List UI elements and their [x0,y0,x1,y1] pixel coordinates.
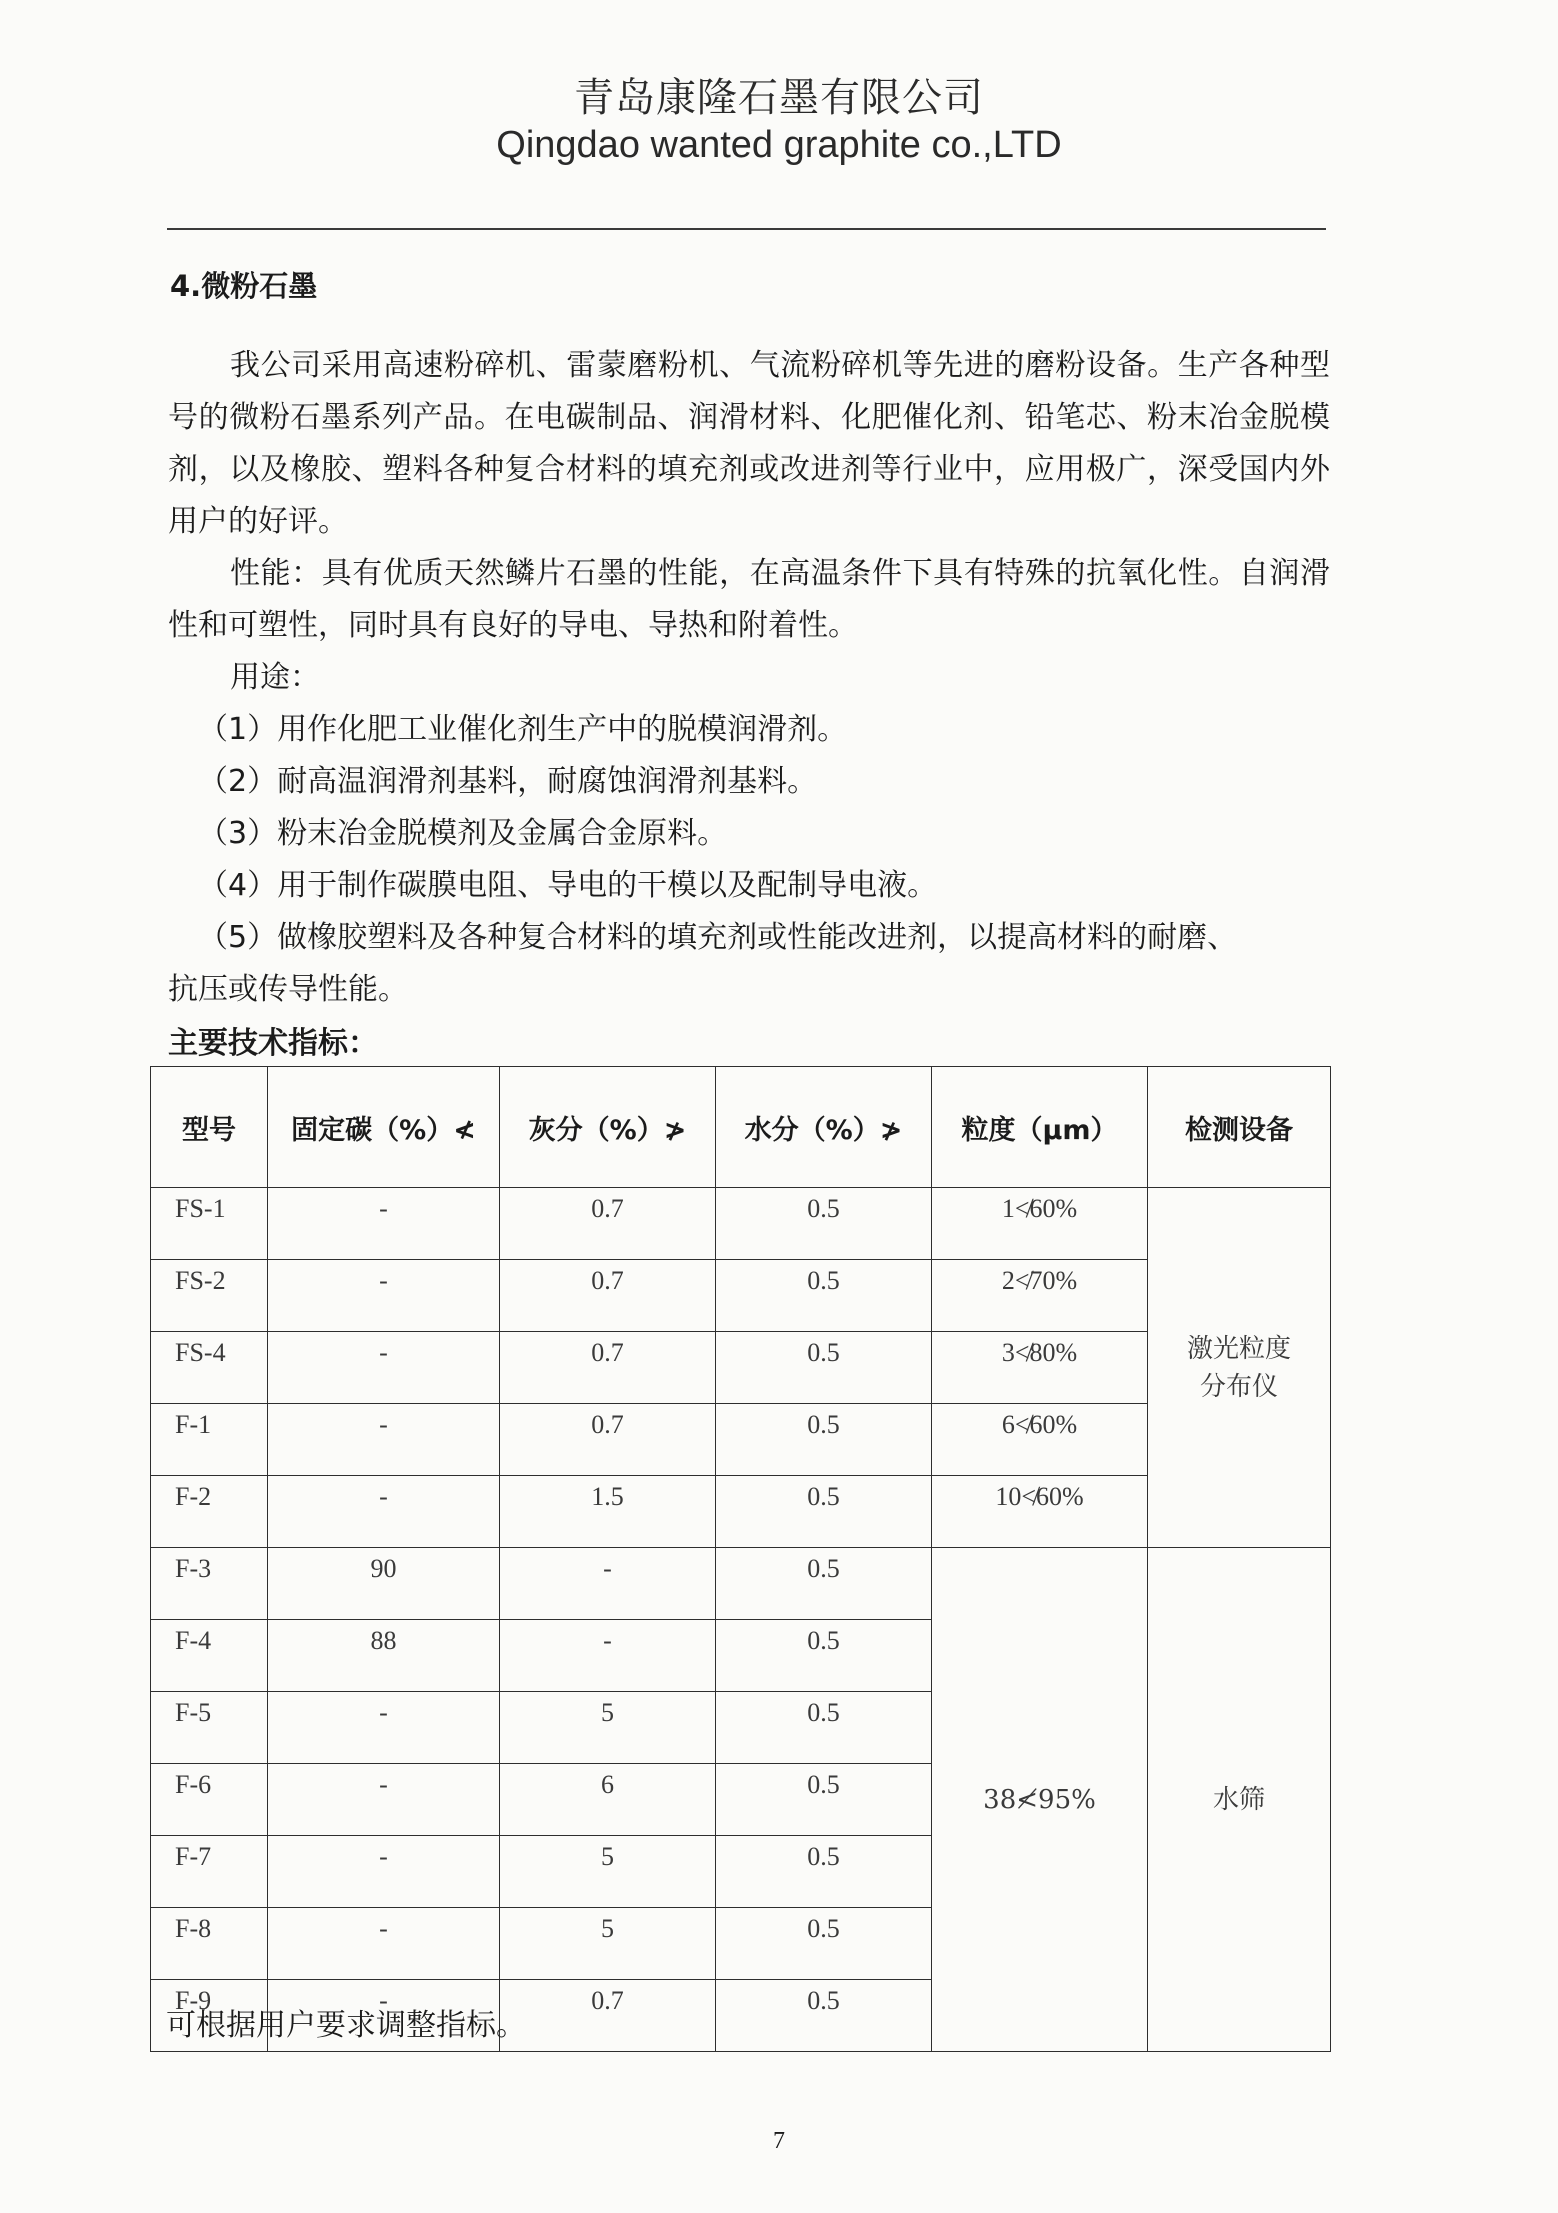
use-item-1: （1）用作化肥工业催化剂生产中的脱模润滑剂。 [198,712,848,747]
table-title: 主要技术指标： [168,1026,378,1061]
cell-moisture: 0.5 [716,1404,932,1476]
cell-moisture: 0.5 [716,1908,932,1980]
equipment-laser-line2: 分布仪 [1199,1371,1278,1402]
cell-model: F-7 [151,1836,268,1908]
table-row [151,1548,1331,1620]
cell-ash: - [500,1620,716,1692]
cell-carbon: - [268,1692,500,1764]
cell-moisture: 0.5 [716,1764,932,1836]
header-fixed-carbon: 固定碳（%）≮ [268,1067,500,1188]
cell-moisture: 0.5 [716,1188,932,1260]
cell-ash: 5 [500,1692,716,1764]
cell-ash: 5 [500,1908,716,1980]
cell-equipment-laser [1148,1188,1331,1548]
cell-moisture: 0.5 [716,1332,932,1404]
cell-moisture: 0.5 [716,1836,932,1908]
cell-ash: 0.7 [500,1188,716,1260]
specifications-table [150,1066,1331,2052]
equipment-laser-line1: 激光粒度 [1186,1333,1291,1364]
section-title: 4.微粉石墨 [170,269,318,303]
use-item-2: （2）耐高温润滑剂基料，耐腐蚀润滑剂基料。 [198,764,818,799]
cell-particle: 1≮60% [932,1188,1148,1260]
cell-ash: 1.5 [500,1476,716,1548]
cell-carbon: - [268,1980,500,2052]
cell-moisture: 0.5 [716,1620,932,1692]
cell-equipment-water-sieve: 水筛 [1148,1548,1331,2052]
cell-moisture: 0.5 [716,1980,932,2052]
cell-ash: 0.7 [500,1260,716,1332]
cell-moisture: 0.5 [716,1476,932,1548]
company-name-english: Qingdao wanted graphite co.,LTD [496,124,1062,166]
header-ash: 灰分（%）≯ [500,1067,716,1188]
company-name-chinese: 青岛康隆石墨有限公司 [574,75,984,121]
cell-ash: - [500,1548,716,1620]
header-moisture: 水分（%）≯ [716,1067,932,1188]
cell-model: F-3 [151,1548,268,1620]
cell-model: F-6 [151,1764,268,1836]
cell-model: F-2 [151,1476,268,1548]
cell-carbon: - [268,1476,500,1548]
cell-moisture: 0.5 [716,1692,932,1764]
cell-moisture: 0.5 [716,1260,932,1332]
cell-ash: 6 [500,1764,716,1836]
cell-model: F-8 [151,1908,268,1980]
header-divider [167,228,1326,230]
footnote: 可根据用户要求调整指标。 [166,2008,526,2043]
header-test-equipment: 检测设备 [1148,1067,1331,1188]
cell-model: F-1 [151,1404,268,1476]
cell-carbon: - [268,1404,500,1476]
cell-model: FS-2 [151,1260,268,1332]
cell-model: FS-4 [151,1332,268,1404]
cell-ash: 0.7 [500,1404,716,1476]
cell-moisture: 0.5 [716,1548,932,1620]
cell-carbon: - [268,1188,500,1260]
cell-particle-merged: 38≮95% [932,1548,1148,2052]
intro-paragraph: 我公司采用高速粉碎机、雷蒙磨粉机、气流粉碎机等先进的磨粉设备。生产各种型号的微粉石墨系列产品。在电碳制品、润滑材料、化肥催化剂、铅笔芯、粉末冶金脱模剂，以及橡胶、塑料各种复合材料的填充剂或改进剂等行业中，应用极广，深受国内外用户的好评。 [168,348,1330,539]
cell-particle: 6≮60% [932,1404,1148,1476]
cell-particle: 10≮60% [932,1476,1148,1548]
cell-carbon: 90 [268,1548,500,1620]
cell-carbon: - [268,1764,500,1836]
use-item-3: （3）粉末冶金脱模剂及金属合金原料。 [198,816,728,851]
cell-model: FS-1 [151,1188,268,1260]
use-item-5-continued: 抗压或传导性能。 [168,972,408,1007]
cell-ash: 5 [500,1836,716,1908]
cell-model: F-9 [151,1980,268,2052]
cell-ash: 0.7 [500,1980,716,2052]
use-item-4: （4）用于制作碳膜电阻、导电的干模以及配制导电液。 [198,868,938,903]
table-row [151,1188,1331,1260]
cell-carbon: - [268,1908,500,1980]
cell-ash: 0.7 [500,1332,716,1404]
cell-carbon: - [268,1332,500,1404]
cell-model: F-5 [151,1692,268,1764]
cell-model: F-4 [151,1620,268,1692]
header-particle-size: 粒度（μm） [932,1067,1148,1188]
page-number: 7 [773,2128,785,2154]
cell-carbon: - [268,1260,500,1332]
header-model: 型号 [151,1067,268,1188]
section-body [168,340,1330,1016]
cell-carbon: - [268,1836,500,1908]
cell-carbon: 88 [268,1620,500,1692]
cell-particle: 3≮80% [932,1332,1148,1404]
uses-label: 用途： [230,660,320,695]
performance-paragraph: 性能：具有优质天然鳞片石墨的性能，在高温条件下具有特殊的抗氧化性。自润滑性和可塑性，同时具有良好的导电、导热和附着性。 [168,556,1330,643]
cell-particle: 2≮70% [932,1260,1148,1332]
table-header-row [151,1067,1331,1188]
use-item-5: （5）做橡胶塑料及各种复合材料的填充剂或性能改进剂，以提高材料的耐磨、 [198,920,1238,955]
